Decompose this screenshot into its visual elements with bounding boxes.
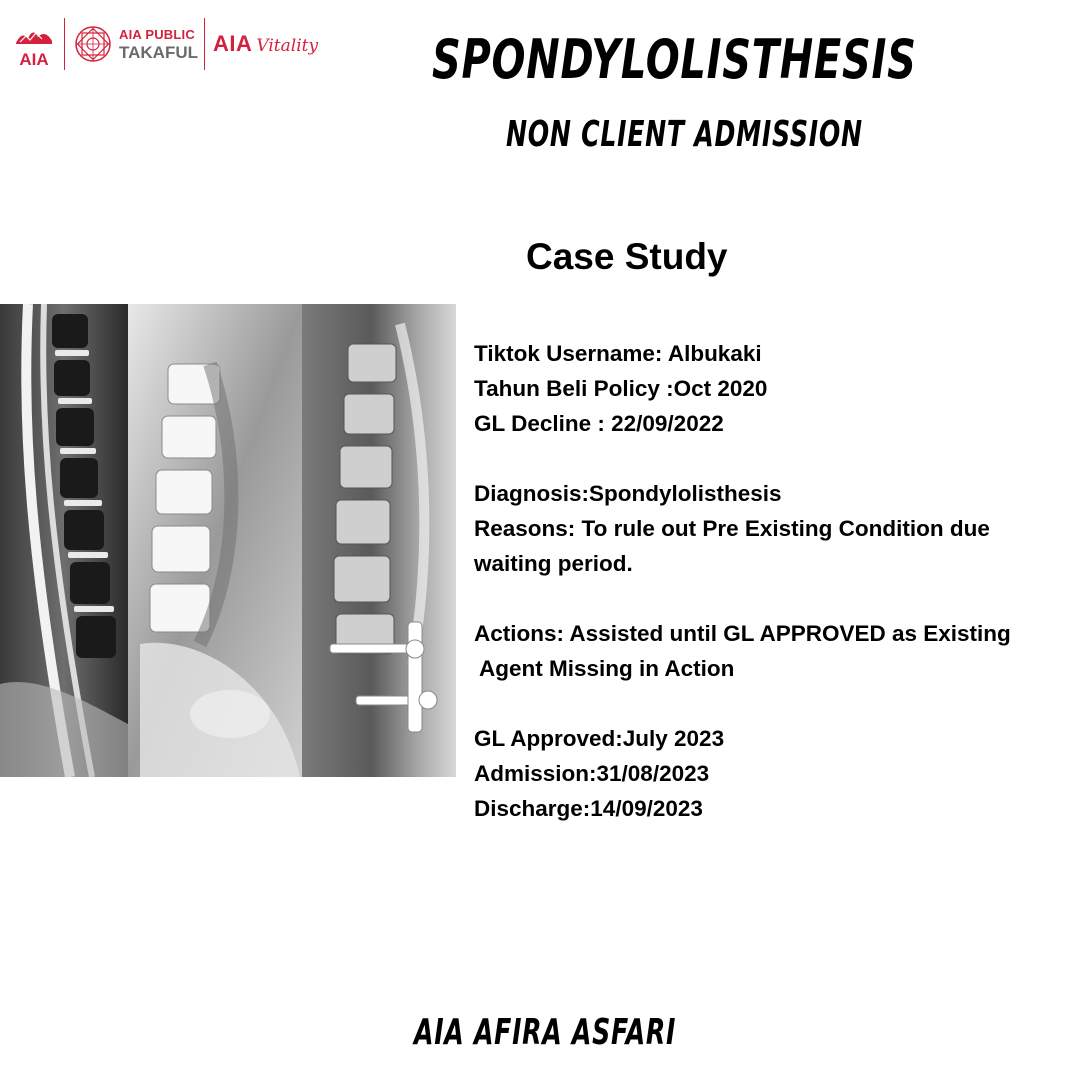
logo-divider (64, 18, 65, 70)
diagnosis: Diagnosis:Spondylolisthesis (474, 481, 782, 506)
spacer (474, 686, 1064, 721)
discharge-date: Discharge:14/09/2023 (474, 796, 703, 821)
case-details (474, 336, 1064, 826)
footer-agent-name: AIA AFIRA ASFARI (414, 1012, 677, 1053)
gl-approved-date: GL Approved:July 2023 (474, 726, 725, 751)
actions-line-2: Agent Missing in Action (479, 656, 735, 681)
tiktok-username: Tiktok Username: Albukaki (474, 341, 762, 366)
takaful-wordmark (119, 28, 198, 61)
mri-panel (0, 304, 128, 777)
logo-bar (10, 16, 318, 72)
takaful-emblem-icon (73, 24, 113, 64)
spine-imaging-collage (0, 304, 456, 777)
vitality-brand: AIA (213, 31, 253, 56)
xray-panel-1 (128, 304, 302, 777)
spacer (474, 581, 1064, 616)
actions-line-1: Actions: Assisted until GL APPROVED as Existing (474, 621, 1011, 646)
takaful-line1: AIA PUBLIC (119, 26, 195, 42)
vitality-wordmark (213, 31, 318, 57)
page-subtitle: NON CLIENT ADMISSION (506, 114, 863, 155)
spacer (474, 441, 1064, 476)
section-title: Case Study (526, 236, 728, 277)
svg-text:AIA: AIA (19, 50, 49, 69)
gl-decline-date: GL Decline : 22/09/2022 (474, 411, 724, 436)
page-title: SPONDYLOLISTHESIS (432, 28, 917, 91)
admission-date: Admission:31/08/2023 (474, 761, 710, 786)
takaful-line2: TAKAFUL (119, 42, 198, 62)
reasons-line-1: Reasons: To rule out Pre Existing Condition due (474, 516, 990, 541)
policy-purchase-year: Tahun Beli Policy :Oct 2020 (474, 376, 768, 401)
vitality-word: Vitality (256, 36, 319, 56)
reasons-line-2: waiting period. (474, 551, 633, 576)
logo-divider-2 (204, 18, 205, 70)
aia-logo-icon (10, 17, 58, 71)
xray-panel-2 (302, 304, 456, 777)
